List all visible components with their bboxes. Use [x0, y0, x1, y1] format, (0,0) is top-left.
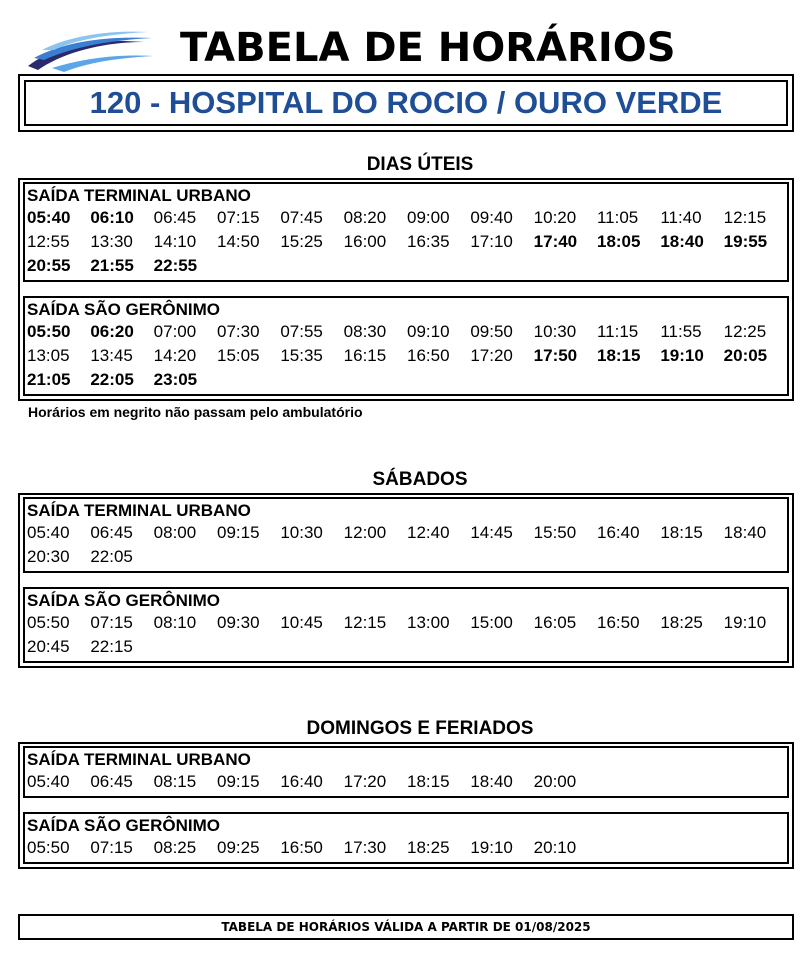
page-title: TABELA DE HORÁRIOS: [180, 25, 676, 71]
departure-time: 17:20: [470, 346, 513, 365]
departure-time: 22:05: [90, 547, 133, 566]
departure-time: 10:30: [280, 523, 323, 542]
departure-time: 08:20: [343, 208, 387, 227]
departure-time: 14:45: [470, 523, 513, 542]
departure-time: 16:40: [596, 523, 640, 542]
departure-time: 08:10: [153, 613, 197, 632]
departure-time: 16:50: [406, 346, 450, 365]
departure-time: 08:15: [153, 772, 197, 791]
departure-time: 20:30: [27, 547, 70, 566]
departure-time: 22:15: [90, 637, 133, 656]
departure-time: 19:10: [660, 346, 704, 365]
times-grid: [25, 770, 787, 794]
departure-time: 15:05: [216, 346, 260, 365]
departure-time: 20:45: [27, 637, 70, 656]
section-weekdays: [18, 152, 794, 422]
departure-time: 18:15: [660, 523, 703, 542]
schedule-frame: [18, 493, 794, 668]
departure-time: 13:45: [90, 346, 133, 365]
departure-time: 09:10: [406, 322, 450, 341]
departure-time: 19:10: [470, 838, 513, 857]
departure-time: 19:10: [723, 613, 767, 632]
block-title: SAÍDA SÃO GERÔNIMO: [27, 591, 220, 610]
departure-time: 12:40: [406, 523, 450, 542]
departure-time: 18:40: [470, 772, 513, 791]
departure-time: 05:40: [27, 772, 70, 791]
departure-time: 15:25: [280, 232, 323, 251]
departure-time: 16:15: [343, 346, 387, 365]
departure-time: 07:15: [90, 613, 133, 632]
section-sundays-holidays: [18, 716, 794, 869]
departure-time: 05:50: [27, 322, 71, 341]
departure-time: 22:55: [153, 256, 198, 275]
departure-time: 16:00: [343, 232, 387, 251]
departure-time: 06:45: [90, 523, 133, 542]
departure-time: 06:45: [153, 208, 197, 227]
validity-footer: [18, 914, 794, 940]
route-name: 120 - HOSPITAL DO ROCIO / OURO VERDE: [89, 85, 723, 120]
schedule-block-sao-geronimo: [23, 296, 789, 396]
departure-time: 13:00: [406, 613, 450, 632]
departure-time: 17:30: [343, 838, 387, 857]
departure-time: 20:55: [27, 256, 71, 275]
times-grid: [25, 206, 787, 278]
departure-time: 16:40: [280, 772, 323, 791]
departure-time: 14:10: [153, 232, 197, 251]
departure-time: 18:40: [660, 232, 704, 251]
times-grid: [25, 320, 787, 392]
section-title: SÁBADOS: [372, 469, 468, 490]
departure-time: 07:55: [280, 322, 323, 341]
schedule-block-terminal-urbano: [23, 746, 789, 798]
wave-logo-icon: [24, 28, 156, 74]
departure-time: 12:15: [723, 208, 767, 227]
departure-time: 16:50: [280, 838, 323, 857]
departure-time: 05:50: [27, 838, 70, 857]
departure-time: 08:25: [153, 838, 197, 857]
departure-time: 09:25: [216, 838, 260, 857]
departure-time: 09:40: [470, 208, 513, 227]
departure-time: 18:05: [596, 232, 641, 251]
departure-time: 11:15: [596, 322, 639, 341]
departure-time: 06:20: [90, 322, 134, 341]
departure-time: 17:50: [533, 346, 578, 365]
route-box: [18, 74, 794, 132]
departure-time: 09:15: [216, 523, 260, 542]
departure-time: 19:55: [723, 232, 768, 251]
departure-time: 12:00: [343, 523, 387, 542]
departure-time: 11:05: [596, 208, 639, 227]
route-inner-frame: [24, 80, 788, 126]
departure-time: 17:40: [533, 232, 578, 251]
departure-time: 15:00: [470, 613, 513, 632]
departure-time: 18:15: [596, 346, 641, 365]
departure-time: 07:00: [153, 322, 197, 341]
departure-time: 05:40: [27, 208, 71, 227]
departure-time: 09:15: [216, 772, 260, 791]
departure-time: 12:55: [27, 232, 70, 251]
departure-time: 16:05: [533, 613, 577, 632]
departure-time: 09:30: [216, 613, 260, 632]
block-title: SAÍDA SÃO GERÔNIMO: [27, 816, 220, 835]
section-title: DIAS ÚTEIS: [366, 154, 474, 175]
departure-time: 13:30: [90, 232, 133, 251]
departure-time: 07:30: [216, 322, 260, 341]
block-title: SAÍDA SÃO GERÔNIMO: [27, 300, 220, 319]
departure-time: 14:20: [153, 346, 197, 365]
departure-time: 05:40: [27, 523, 70, 542]
schedule-block-terminal-urbano: [23, 497, 789, 573]
departure-time: 05:50: [27, 613, 70, 632]
departure-time: 18:25: [660, 613, 703, 632]
section-title: DOMINGOS E FERIADOS: [306, 718, 534, 739]
block-title: SAÍDA TERMINAL URBANO: [27, 750, 251, 769]
departure-time: 11:55: [660, 322, 702, 341]
departure-time: 10:30: [533, 322, 577, 341]
departure-time: 23:05: [153, 370, 198, 389]
block-title: SAÍDA TERMINAL URBANO: [27, 501, 251, 520]
schedule-frame: [18, 742, 794, 869]
departure-time: 20:10: [533, 838, 577, 857]
times-grid: [25, 836, 787, 860]
departure-time: 07:45: [280, 208, 323, 227]
times-grid: [25, 611, 787, 659]
departure-time: 18:15: [406, 772, 450, 791]
schedule-block-terminal-urbano: [23, 182, 789, 282]
departure-time: 20:00: [533, 772, 577, 791]
departure-time: 21:55: [90, 256, 134, 275]
departure-time: 12:25: [723, 322, 767, 341]
block-title: SAÍDA TERMINAL URBANO: [27, 186, 251, 205]
schedule-block-sao-geronimo: [23, 587, 789, 663]
section-saturdays: [18, 467, 794, 668]
departure-time: 09:50: [470, 322, 513, 341]
schedule-frame: [18, 178, 794, 401]
times-grid: [25, 521, 787, 569]
departure-time: 09:00: [406, 208, 450, 227]
departure-time: 08:30: [343, 322, 387, 341]
departure-time: 10:20: [533, 208, 577, 227]
departure-time: 16:50: [596, 613, 640, 632]
departure-time: 08:00: [153, 523, 197, 542]
departure-time: 07:15: [90, 838, 133, 857]
departure-time: 15:35: [280, 346, 323, 365]
validity-text: TABELA DE HORÁRIOS VÁLIDA A PARTIR DE 01/08/2025: [221, 920, 591, 934]
departure-time: 06:45: [90, 772, 133, 791]
departure-time: 21:05: [27, 370, 71, 389]
departure-time: 16:35: [406, 232, 450, 251]
departure-time: 13:05: [27, 346, 70, 365]
departure-time: 07:15: [216, 208, 260, 227]
bold-times-note: Horários em negrito não passam pelo ambulatório: [28, 404, 363, 420]
departure-time: 12:15: [343, 613, 387, 632]
departure-time: 18:40: [723, 523, 767, 542]
departure-time: 17:10: [470, 232, 513, 251]
departure-time: 11:40: [660, 208, 702, 227]
departure-time: 17:20: [343, 772, 387, 791]
departure-time: 10:45: [280, 613, 323, 632]
departure-time: 20:05: [723, 346, 768, 365]
departure-time: 06:10: [90, 208, 134, 227]
departure-time: 18:25: [406, 838, 450, 857]
schedule-block-sao-geronimo: [23, 812, 789, 864]
departure-time: 15:50: [533, 523, 577, 542]
departure-time: 14:50: [216, 232, 260, 251]
departure-time: 22:05: [90, 370, 134, 389]
